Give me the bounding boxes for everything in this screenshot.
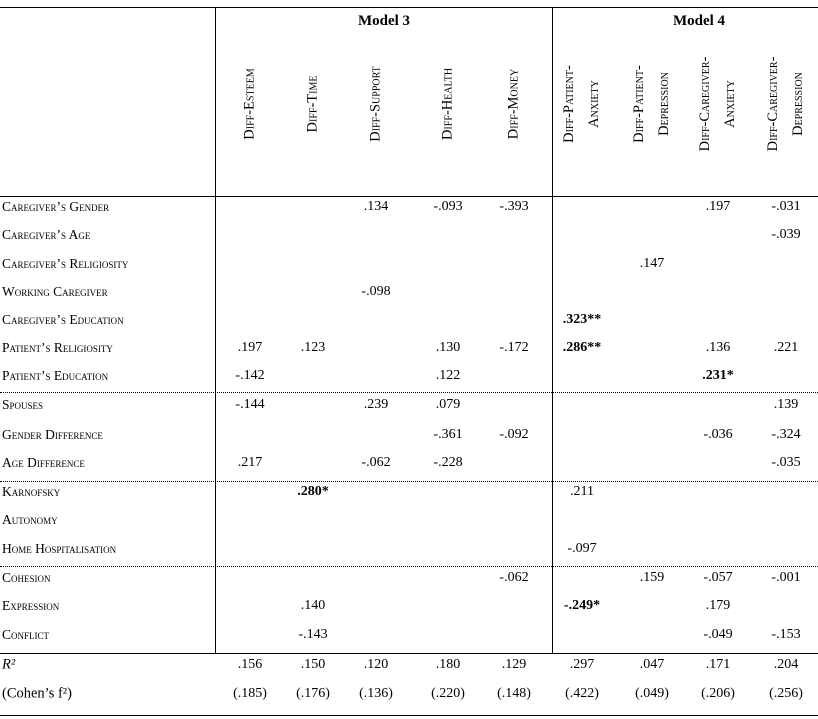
row-label: Home Hospitalisation: [2, 541, 117, 556]
table-cell: .129: [501, 657, 527, 672]
column-header-text: [301, 76, 326, 133]
table-cell: -.092: [499, 427, 529, 442]
group-rule: [0, 566, 818, 567]
bottom-rule: [0, 715, 818, 716]
column-header-line: Diff-Patient-: [631, 65, 647, 143]
table-cell: .123: [300, 340, 326, 355]
table-cell: .047: [639, 657, 665, 672]
table-cell: (.176): [296, 686, 330, 701]
table-cell: -.393: [499, 199, 529, 214]
table-cell: (.136): [359, 686, 393, 701]
table-cell: .221: [773, 340, 799, 355]
column-header-line: Diff-Health: [439, 67, 456, 141]
table-cell: .231*: [702, 368, 734, 383]
table-cell: -.057: [703, 570, 733, 585]
table-cell: .197: [237, 340, 263, 355]
table-cell: -.143: [298, 627, 328, 642]
column-header-text: [238, 68, 263, 139]
row-label: Cohesion: [2, 570, 51, 585]
table-cell: -.144: [235, 397, 265, 412]
row-label: R²: [2, 656, 16, 673]
column-header-text: [436, 68, 461, 140]
row-label: Patient’s Religiosity: [2, 340, 113, 355]
table-cell: .286**: [562, 340, 602, 355]
table-cell: (.220): [431, 686, 465, 701]
table-cell: .204: [773, 657, 799, 672]
table-cell: (.422): [565, 686, 599, 701]
column-header-line: Diff-Esteem: [241, 68, 258, 140]
column-header-text: [364, 66, 389, 142]
column-header-text: [557, 65, 607, 143]
column-header-line: Diff-Time: [304, 75, 321, 133]
model-3-title: Model 3: [357, 13, 411, 29]
column-header-line: Diff-Patient-: [561, 65, 577, 143]
table-cell: -.098: [361, 284, 391, 299]
table-cell: -.039: [771, 227, 801, 242]
column-header-line: Anxiety: [586, 80, 602, 128]
column-header-text: [693, 57, 743, 152]
table-cell: .179: [705, 598, 731, 613]
column-header-text: [627, 65, 677, 143]
table-cell: -.142: [235, 368, 265, 383]
table-cell: .280*: [297, 484, 329, 499]
table-cell: .323**: [562, 312, 602, 327]
table-cell: .134: [363, 199, 389, 214]
column-header-line: Depression: [656, 72, 672, 136]
column-header-line: Anxiety: [722, 80, 738, 128]
stats-rule: [0, 653, 818, 654]
table-cell: (.185): [233, 686, 267, 701]
table-cell: -.035: [771, 455, 801, 470]
header-rule: [0, 196, 818, 197]
column-header-line: Diff-Money: [505, 68, 522, 140]
row-label: Caregiver’s Education: [2, 312, 124, 327]
row-label: Caregiver’s Age: [2, 227, 91, 242]
row-label: Caregiver’s Gender: [2, 199, 110, 214]
table-cell: -.049: [703, 627, 733, 642]
model-divider: [552, 7, 553, 653]
column-header-line: Depression: [790, 72, 806, 136]
row-label: (Cohen’s f²): [2, 685, 72, 702]
group-rule: [0, 392, 818, 393]
table-cell: .156: [237, 657, 263, 672]
table-cell: .171: [705, 657, 731, 672]
table-cell: .079: [435, 397, 461, 412]
table-cell: -.172: [499, 340, 529, 355]
table-cell: -.324: [771, 427, 801, 442]
table-cell: .120: [363, 657, 389, 672]
column-header-line: Diff-Caregiver-: [697, 56, 713, 152]
table-cell: .297: [569, 657, 595, 672]
group-rule: [0, 481, 818, 482]
top-rule: [0, 7, 818, 8]
table-cell: -.249*: [563, 598, 601, 613]
table-cell: .180: [435, 657, 461, 672]
table-cell: -.093: [433, 199, 463, 214]
table-cell: .147: [639, 256, 665, 271]
table-cell: .239: [363, 397, 389, 412]
table-cell: .140: [300, 598, 326, 613]
row-label: Autonomy: [2, 512, 58, 527]
table-cell: -.361: [433, 427, 463, 442]
table-cell: (.206): [701, 686, 735, 701]
table-cell: -.062: [499, 570, 529, 585]
table-cell: .150: [300, 657, 326, 672]
column-header-line: Diff-Support: [367, 66, 384, 142]
row-label: Caregiver’s Religiosity: [2, 256, 129, 271]
table-cell: -.001: [771, 570, 801, 585]
row-label: Karnofsky: [2, 484, 61, 499]
column-header-line: Diff-Caregiver-: [765, 56, 781, 152]
row-label: Conflict: [2, 627, 50, 642]
table-cell: .139: [773, 397, 799, 412]
row-label: Age Difference: [2, 455, 85, 470]
table-cell: .136: [705, 340, 731, 355]
table-cell: (.148): [497, 686, 531, 701]
table-cell: .159: [639, 570, 665, 585]
first-column-divider: [215, 7, 216, 653]
table-cell: .217: [237, 455, 263, 470]
table-cell: .211: [570, 484, 594, 499]
row-label: Spouses: [2, 397, 44, 412]
table-cell: .122: [435, 368, 461, 383]
table-cell: .130: [435, 340, 461, 355]
row-label: Gender Difference: [2, 427, 103, 442]
row-label: Expression: [2, 598, 60, 613]
table-cell: -.097: [567, 541, 597, 556]
column-header-text: [761, 57, 811, 152]
table-cell: -.228: [433, 455, 463, 470]
table-cell: -.153: [771, 627, 801, 642]
model-4-title: Model 4: [672, 13, 726, 29]
row-label: Patient’s Education: [2, 368, 109, 383]
table-cell: -.062: [361, 455, 391, 470]
table-cell: (.049): [635, 686, 669, 701]
row-label: Working Caregiver: [2, 284, 108, 299]
column-header-text: [502, 69, 527, 139]
table-cell: (.256): [769, 686, 803, 701]
table-cell: .197: [705, 199, 731, 214]
table-cell: -.031: [771, 199, 801, 214]
table-cell: -.036: [703, 427, 733, 442]
